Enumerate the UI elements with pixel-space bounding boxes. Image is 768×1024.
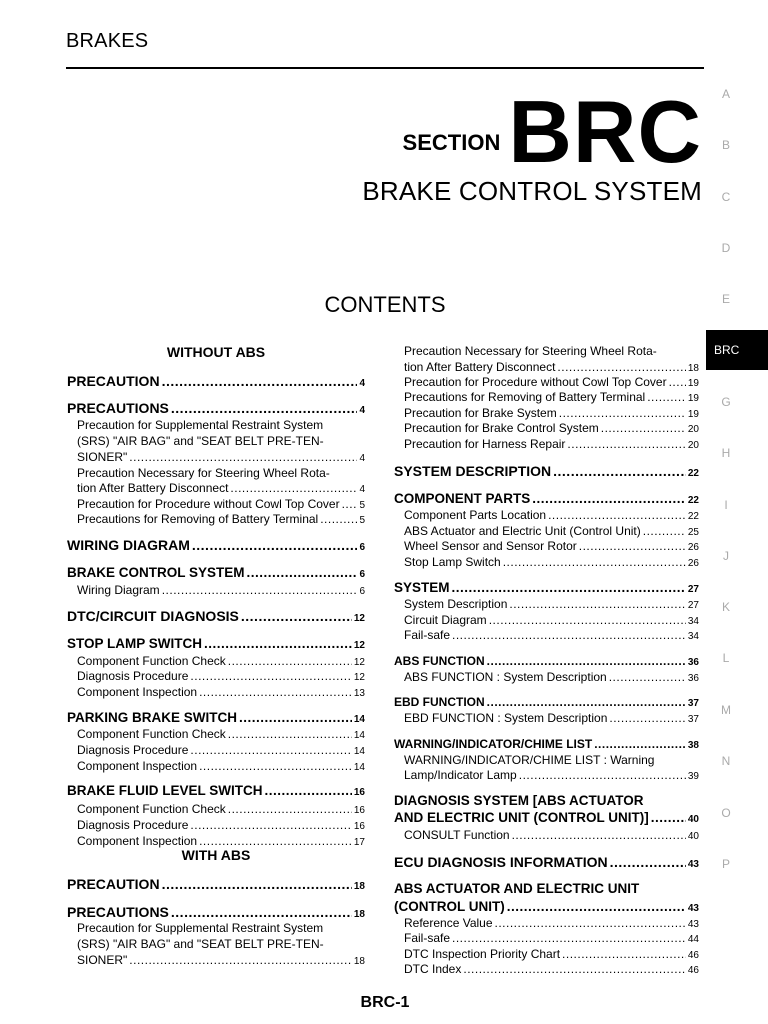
toc-page: 22 xyxy=(687,511,699,522)
toc-entry[interactable] xyxy=(67,834,365,848)
toc-title: Precaution for Brake System xyxy=(404,406,557,420)
toc-page: 34 xyxy=(687,631,699,642)
toc-entry[interactable] xyxy=(394,463,699,479)
toc-title: BRAKE FLUID LEVEL SWITCH xyxy=(67,783,263,798)
toc-page: 6 xyxy=(359,569,365,580)
group-heading-with-abs: WITH ABS xyxy=(181,847,251,863)
toc-page: 26 xyxy=(687,542,699,553)
toc-page: 20 xyxy=(687,440,699,451)
toc-entry[interactable] xyxy=(394,810,699,825)
toc-entry[interactable] xyxy=(67,373,365,389)
toc-page: 37 xyxy=(687,698,699,709)
toc-entry[interactable] xyxy=(394,491,699,506)
toc-title: WIRING DIAGRAM xyxy=(67,537,190,553)
toc-entry[interactable] xyxy=(394,899,699,914)
section-tab-n[interactable]: N xyxy=(721,754,731,768)
toc-title: ABS FUNCTION : System Description xyxy=(404,670,607,684)
toc-title: SYSTEM xyxy=(394,580,450,595)
toc-entry-line: Precaution for Supplemental Restraint System xyxy=(77,921,324,935)
toc-entry-line: Precaution Necessary for Steering Wheel Rota- xyxy=(404,344,657,358)
toc-title: System Description xyxy=(404,597,508,611)
section-tab-a[interactable]: A xyxy=(721,87,730,101)
toc-entry[interactable] xyxy=(394,406,699,420)
section-tab-j[interactable]: J xyxy=(723,549,729,563)
toc-page: 26 xyxy=(687,558,699,569)
toc-page: 12 xyxy=(353,613,365,624)
toc-page: 4 xyxy=(359,484,365,495)
toc-entry[interactable] xyxy=(67,818,365,832)
toc-entry[interactable] xyxy=(394,539,699,553)
toc-title: DTC Inspection Priority Chart xyxy=(404,947,561,961)
toc-title: Diagnosis Procedure xyxy=(77,818,189,832)
toc-page: 36 xyxy=(687,657,699,668)
toc-entry[interactable] xyxy=(394,931,699,945)
toc-entry[interactable] xyxy=(394,613,699,627)
page-number: BRC-1 xyxy=(360,994,410,1011)
toc-page: 19 xyxy=(687,393,699,404)
toc-page: 34 xyxy=(687,616,699,627)
toc-title: PRECAUTIONS xyxy=(67,904,169,920)
toc-title: ABS Actuator and Electric Unit (Control Unit) xyxy=(404,524,641,538)
section-tab-h[interactable]: H xyxy=(721,446,731,460)
toc-page: 40 xyxy=(687,831,699,842)
section-tab-o[interactable]: O xyxy=(721,806,731,820)
toc-entry[interactable] xyxy=(67,743,365,757)
toc-page: 18 xyxy=(353,881,365,892)
header-label: BRAKES xyxy=(66,30,149,52)
toc-title: DTC/CIRCUIT DIAGNOSIS xyxy=(67,608,239,624)
toc-page: 16 xyxy=(353,805,365,816)
toc-page: 17 xyxy=(353,837,365,848)
toc-entry[interactable] xyxy=(67,512,365,526)
toc-page: 46 xyxy=(687,965,699,976)
toc-page: 14 xyxy=(353,714,365,725)
toc-page: 12 xyxy=(353,657,365,668)
toc-title: Precautions for Removing of Battery Terminal xyxy=(77,512,319,526)
toc-title: Component Inspection xyxy=(77,759,198,773)
toc-title: Circuit Diagram xyxy=(404,613,487,627)
toc-page: 4 xyxy=(359,378,365,389)
toc-entry[interactable] xyxy=(394,916,699,930)
toc-entry[interactable] xyxy=(394,947,699,961)
toc-page: 6 xyxy=(359,586,365,597)
toc-page: 5 xyxy=(359,500,365,511)
toc-entry[interactable] xyxy=(67,710,365,725)
toc-page: 43 xyxy=(687,919,699,930)
toc-title: Component Function Check xyxy=(77,727,226,741)
section-tab-b[interactable]: B xyxy=(721,138,730,152)
toc-title: Diagnosis Procedure xyxy=(77,743,189,757)
toc-title: Reference Value xyxy=(404,916,493,930)
section-tab-m[interactable]: M xyxy=(721,703,731,717)
toc-entry[interactable] xyxy=(67,654,365,668)
toc-page: 43 xyxy=(687,903,699,914)
toc-title: PARKING BRAKE SWITCH xyxy=(67,710,237,725)
toc-title: (CONTROL UNIT) xyxy=(394,899,505,914)
group-heading-without-abs: WITHOUT ABS xyxy=(166,344,266,360)
toc-entry[interactable] xyxy=(394,580,699,595)
header-rule xyxy=(66,67,704,69)
toc-title: STOP LAMP SWITCH xyxy=(67,636,203,651)
toc-page: 27 xyxy=(687,584,699,595)
toc-title: BRAKE CONTROL SYSTEM xyxy=(67,565,245,580)
toc-entry[interactable] xyxy=(394,828,699,842)
toc-title: SIONER" xyxy=(77,450,128,464)
toc-entry[interactable] xyxy=(67,876,365,892)
toc-page: 20 xyxy=(687,424,699,435)
toc-title: SYSTEM DESCRIPTION xyxy=(394,463,552,479)
toc-entry[interactable] xyxy=(67,537,365,553)
toc-title: CONSULT Function xyxy=(404,828,510,842)
toc-page: 6 xyxy=(359,542,365,553)
toc-page: 36 xyxy=(687,673,699,684)
toc-entry[interactable] xyxy=(394,437,699,451)
toc-title: PRECAUTION xyxy=(67,373,160,389)
toc-entry[interactable] xyxy=(67,727,365,741)
toc-title: tion After Battery Disconnect xyxy=(404,360,556,374)
toc-title: COMPONENT PARTS xyxy=(394,491,531,506)
toc-entry-line: (SRS) "AIR BAG" and "SEAT BELT PRE-TEN- xyxy=(77,937,324,951)
toc-title: Precaution for Harness Repair xyxy=(404,437,566,451)
toc-title: Precaution for Procedure without Cowl Top Cover xyxy=(77,497,340,511)
section-tab-c[interactable]: C xyxy=(721,190,731,204)
section-code: BRC xyxy=(508,82,702,181)
toc-title: SIONER" xyxy=(77,953,128,967)
toc-entry[interactable] xyxy=(394,695,699,709)
toc-page: 18 xyxy=(353,956,365,967)
toc-entry[interactable] xyxy=(67,759,365,773)
section-line xyxy=(362,84,702,180)
toc-title: Wheel Sensor and Sensor Rotor xyxy=(404,539,577,553)
toc-page: 18 xyxy=(687,363,699,374)
toc-title: Diagnosis Procedure xyxy=(77,669,189,683)
section-word: SECTION xyxy=(402,130,501,155)
toc-entry-line: WARNING/INDICATOR/CHIME LIST : Warning xyxy=(404,753,655,767)
toc-entry[interactable] xyxy=(67,802,365,816)
toc-title: Component Function Check xyxy=(77,802,226,816)
toc-page: 19 xyxy=(687,378,699,389)
toc-page: 27 xyxy=(687,600,699,611)
toc-entry[interactable] xyxy=(394,670,699,684)
toc-title: PRECAUTION xyxy=(67,876,160,892)
toc-title: Stop Lamp Switch xyxy=(404,555,501,569)
section-tab-i[interactable]: I xyxy=(724,498,728,512)
toc-title: EBD FUNCTION xyxy=(394,695,485,709)
section-tab-e[interactable]: E xyxy=(721,292,730,306)
toc-entry[interactable] xyxy=(394,524,699,538)
toc-page: 18 xyxy=(353,909,365,920)
toc-title: tion After Battery Disconnect xyxy=(77,481,229,495)
toc-page: 12 xyxy=(353,672,365,683)
toc-page: 5 xyxy=(359,515,365,526)
section-tab-l[interactable]: L xyxy=(722,651,730,665)
toc-title: Component Parts Location xyxy=(404,508,547,522)
toc-entry[interactable] xyxy=(67,481,365,495)
section-tab-d[interactable]: D xyxy=(721,241,731,255)
toc-entry[interactable] xyxy=(394,768,699,782)
toc-page: 22 xyxy=(687,468,699,479)
toc-title: Precautions for Removing of Battery Terminal xyxy=(404,390,646,404)
toc-page: 14 xyxy=(353,762,365,773)
toc-entry[interactable] xyxy=(67,608,365,624)
toc-title: Fail-safe xyxy=(404,628,451,642)
toc-page: 16 xyxy=(353,787,365,798)
toc-page: 16 xyxy=(353,821,365,832)
toc-title: Precaution for Procedure without Cowl Top Cover xyxy=(404,375,667,389)
toc-title: Component Function Check xyxy=(77,654,226,668)
toc-entry[interactable] xyxy=(67,565,365,580)
toc-title: Component Inspection xyxy=(77,834,198,848)
toc-page: 46 xyxy=(687,950,699,961)
toc-title: Component Inspection xyxy=(77,685,198,699)
toc-entry[interactable] xyxy=(394,854,699,870)
toc-entry[interactable] xyxy=(67,400,365,416)
toc-page: 12 xyxy=(353,640,365,651)
toc-title: Precaution for Brake Control System xyxy=(404,421,599,435)
toc-page: 13 xyxy=(353,688,365,699)
toc-entry[interactable] xyxy=(394,360,699,374)
section-tab-brc[interactable]: BRC xyxy=(706,330,768,370)
toc-entry[interactable] xyxy=(394,390,699,404)
toc-title: PRECAUTIONS xyxy=(67,400,169,416)
toc-title: DTC Index xyxy=(404,962,462,976)
toc-entry[interactable] xyxy=(67,953,365,967)
toc-entry[interactable] xyxy=(67,904,365,920)
toc-entry[interactable] xyxy=(394,962,699,976)
toc-entry-line: (SRS) "AIR BAG" and "SEAT BELT PRE-TEN- xyxy=(77,434,324,448)
toc-entry[interactable] xyxy=(394,654,699,668)
contents-title: CONTENTS xyxy=(324,292,446,317)
toc-entry[interactable] xyxy=(394,555,699,569)
toc-entry[interactable] xyxy=(394,737,699,751)
section-name: BRAKE CONTROL SYSTEM xyxy=(362,176,702,206)
toc-entry-line: DIAGNOSIS SYSTEM [ABS ACTUATOR xyxy=(394,793,644,808)
toc-entry-line: Precaution for Supplemental Restraint System xyxy=(77,418,324,432)
toc-page: 37 xyxy=(687,714,699,725)
toc-title: ABS FUNCTION xyxy=(394,654,485,668)
toc-page: 38 xyxy=(687,740,699,751)
toc-entry-line: ABS ACTUATOR AND ELECTRIC UNIT xyxy=(394,881,640,896)
toc-entry[interactable] xyxy=(67,783,365,798)
toc-entry[interactable] xyxy=(67,497,365,511)
toc-page: 43 xyxy=(687,859,699,870)
toc-title: ECU DIAGNOSIS INFORMATION xyxy=(394,854,608,870)
toc-title: Wiring Diagram xyxy=(77,583,160,597)
toc-entry[interactable] xyxy=(394,375,699,389)
section-tab-p[interactable]: P xyxy=(721,857,730,871)
toc-entry[interactable] xyxy=(67,669,365,683)
toc-page: 40 xyxy=(687,814,699,825)
toc-entry[interactable] xyxy=(394,508,699,522)
toc-page: 22 xyxy=(687,495,699,506)
toc-page: 39 xyxy=(687,771,699,782)
toc-entry[interactable] xyxy=(67,450,365,464)
toc-entry[interactable] xyxy=(67,685,365,699)
toc-title: Lamp/Indicator Lamp xyxy=(404,768,517,782)
toc-title: WARNING/INDICATOR/CHIME LIST xyxy=(394,737,593,751)
title-block xyxy=(362,84,702,207)
toc-entry[interactable] xyxy=(394,711,699,725)
toc-page: 25 xyxy=(687,527,699,538)
toc-title: Fail-safe xyxy=(404,931,451,945)
toc-entry[interactable] xyxy=(394,628,699,642)
toc-entry[interactable] xyxy=(67,636,365,651)
toc-entry-line: Precaution Necessary for Steering Wheel Rota- xyxy=(77,466,330,480)
toc-page: 44 xyxy=(687,934,699,945)
toc-entry[interactable] xyxy=(394,421,699,435)
toc-title: AND ELECTRIC UNIT (CONTROL UNIT)] xyxy=(394,810,649,825)
section-tab-k[interactable]: K xyxy=(721,600,730,614)
toc-page: 4 xyxy=(359,405,365,416)
toc-title: EBD FUNCTION : System Description xyxy=(404,711,608,725)
toc-page: 14 xyxy=(353,730,365,741)
toc-page: 4 xyxy=(359,453,365,464)
toc-entry[interactable] xyxy=(394,597,699,611)
toc-page: 19 xyxy=(687,409,699,420)
section-tab-g[interactable]: G xyxy=(721,395,731,409)
toc-page: 14 xyxy=(353,746,365,757)
toc-entry[interactable] xyxy=(67,583,365,597)
